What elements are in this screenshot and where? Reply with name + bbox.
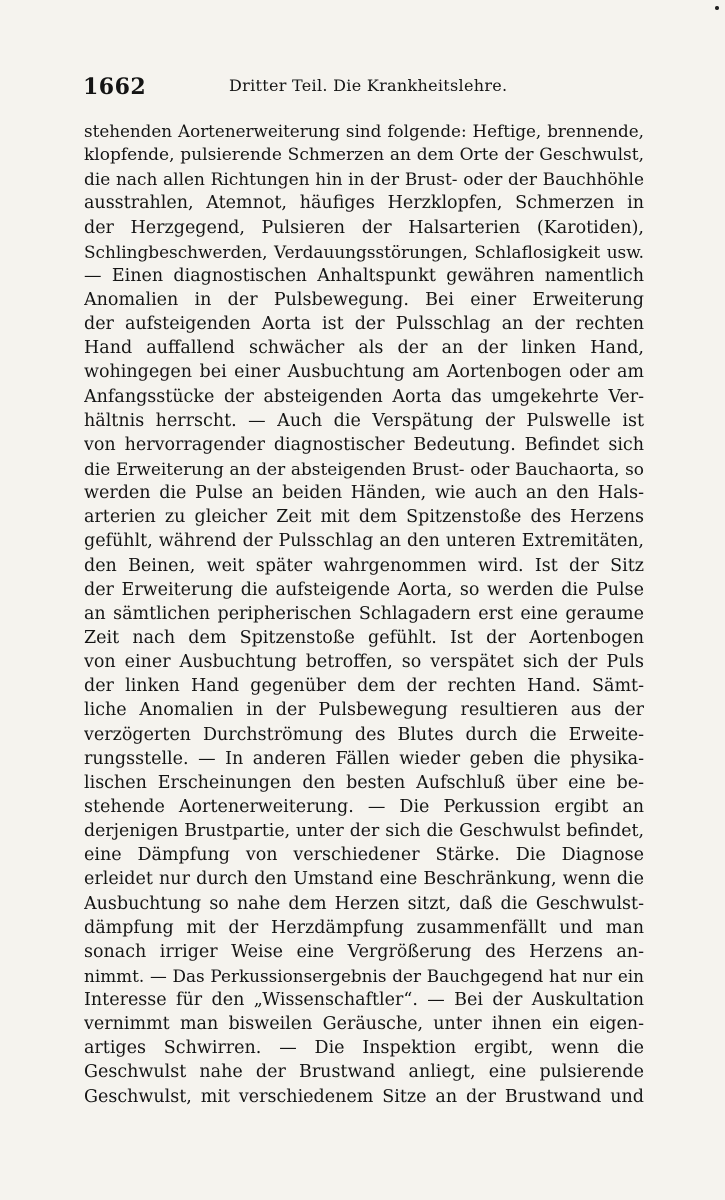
running-head: Dritter Teil. Die Krankheitslehre. [229, 76, 508, 95]
text-line: die Erweiterung an der absteigenden Brust- oder Bauchaorta, so [84, 458, 644, 479]
text-line: Schlingbeschwerden, Verdauungsstörungen, Schlaflosigkeit usw. [84, 241, 644, 262]
text-line: den Beinen, weit später wahrgenommen wird. Ist der Sitz [84, 555, 644, 576]
body-text [84, 119, 644, 1109]
text-line: lischen Erscheinungen den besten Aufschluß über eine be- [84, 772, 644, 793]
text-line: Ausbuchtung so nahe dem Herzen sitzt, daß die Geschwulst- [84, 893, 644, 914]
text-line: der aufsteigenden Aorta ist der Pulsschlag an der rechten [84, 314, 644, 335]
text-line: rungsstelle. — In anderen Fällen wieder geben die physika- [84, 748, 644, 769]
text-line: Anomalien in der Pulsbewegung. Bei einer Erweiterung [84, 289, 644, 310]
text-line: — Einen diagnostischen Anhaltspunkt gewähren namentlich [84, 265, 644, 286]
text-line: stehende Aortenerweiterung. — Die Perkussion ergibt an [84, 796, 644, 817]
text-line: sonach irriger Weise eine Vergrößerung des Herzens an- [84, 941, 644, 962]
text-line: Geschwulst, mit verschiedenem Sitze an der Brustwand und [84, 1086, 644, 1107]
text-line: derjenigen Brustpartie, unter der sich die Geschwulst befindet, [84, 821, 644, 842]
text-line: erleidet nur durch den Umstand eine Beschränkung, wenn die [84, 869, 644, 890]
text-line: von einer Ausbuchtung betroffen, so verspätet sich der Puls [84, 652, 644, 673]
text-line: ausstrahlen, Atemnot, häufiges Herzklopfen, Schmerzen in [84, 193, 644, 214]
text-line: dämpfung mit der Herzdämpfung zusammenfällt und man [84, 917, 644, 938]
text-line: Zeit nach dem Spitzenstoße gefühlt. Ist der Aortenbogen [84, 627, 644, 648]
text-line: hältnis herrscht. — Auch die Verspätung der Pulswelle ist [84, 410, 644, 431]
text-line: arterien zu gleicher Zeit mit dem Spitzenstoße des Herzens [84, 507, 644, 528]
text-line: Interesse für den „Wissenschaftler“. — Bei der Auskultation [84, 990, 644, 1011]
text-line: klopfende, pulsierende Schmerzen an dem Orte der Geschwulst, [84, 145, 644, 166]
page-header [83, 74, 643, 108]
text-line: wohingegen bei einer Ausbuchtung am Aortenbogen oder am [84, 362, 644, 383]
text-line: Geschwulst nahe der Brustwand anliegt, eine pulsierende [84, 1062, 644, 1083]
text-line: verzögerten Durchströmung des Blutes durch die Erweite- [84, 724, 644, 745]
text-line: liche Anomalien in der Pulsbewegung resultieren aus der [84, 700, 644, 721]
text-line: vernimmt man bisweilen Geräusche, unter ihnen ein eigen- [84, 1014, 644, 1035]
text-line: der Erweiterung die aufsteigende Aorta, so werden die Pulse [84, 579, 644, 600]
text-line: an sämtlichen peripherischen Schlagadern erst eine geraume [84, 603, 644, 624]
text-line: Anfangsstücke der absteigenden Aorta das umgekehrte Ver- [84, 386, 644, 407]
text-line: eine Dämpfung von verschiedener Stärke. Die Diagnose [84, 845, 644, 866]
text-line: Hand auffallend schwächer als der an der linken Hand, [84, 338, 644, 359]
text-line: der Herzgegend, Pulsieren der Halsarterien (Karotiden), [84, 217, 644, 238]
text-line: werden die Pulse an beiden Händen, wie auch an den Hals- [84, 483, 644, 504]
text-line: stehenden Aortenerweiterung sind folgende: Heftige, brennende, [84, 121, 644, 141]
text-line: artiges Schwirren. — Die Inspektion ergibt, wenn die [84, 1038, 644, 1059]
text-line: die nach allen Richtungen hin in der Brust- oder der Bauchhöhle [84, 169, 644, 190]
text-line: der linken Hand gegenüber dem der rechten Hand. Sämt- [84, 676, 644, 697]
scan-speck [715, 6, 719, 10]
page-number: 1662 [83, 74, 147, 100]
text-line: von hervorragender diagnostischer Bedeutung. Befindet sich [84, 434, 644, 455]
text-line: nimmt. — Das Perkussionsergebnis der Bauchgegend hat nur ein [84, 965, 644, 986]
text-line: gefühlt, während der Pulsschlag an den unteren Extremitäten, [84, 531, 644, 552]
